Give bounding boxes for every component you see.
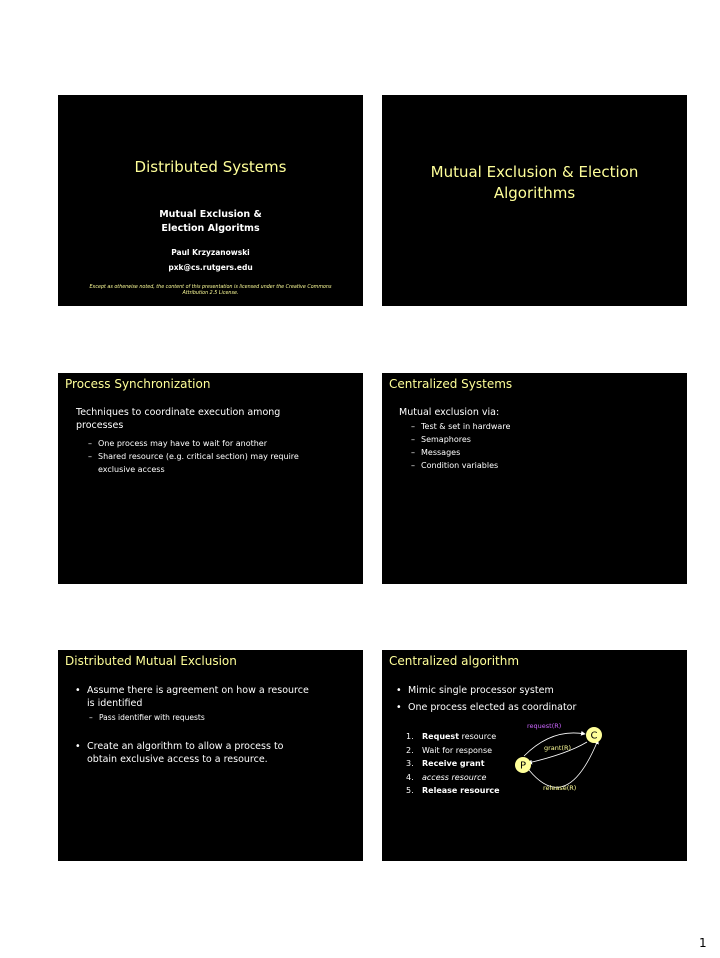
dash-list [88, 437, 299, 476]
list-item: • Mimic single processor system [396, 685, 554, 696]
coordinator-label: C [590, 730, 598, 742]
coordinator-diagram [507, 716, 607, 802]
step-item: 4. access resource [406, 772, 487, 782]
list-item: • One process elected as coordinator [396, 702, 577, 713]
subtitle-line-1: Mutual Exclusion & [159, 209, 262, 220]
license-note: Except as otherwise noted, the content of this presentation is licensed under the Creative Commons Attribution 2.5 License. [89, 285, 332, 296]
slide-heading: Process Synchronization [65, 377, 211, 391]
dash-list [411, 420, 510, 472]
bullet-list [396, 684, 676, 714]
list-item: • Assume there is agreement on how a resource is identified [75, 685, 309, 709]
step-item: 1. Request resource [406, 732, 497, 741]
author-email: pxk@cs.rutgers.edu [168, 263, 253, 272]
slide-distributed-mutual-exclusion [58, 650, 363, 861]
slide-title-subtitle [58, 208, 363, 236]
author-block [58, 245, 363, 275]
step-item: 5. Release resource [406, 786, 500, 795]
bullet-list [75, 684, 355, 710]
slide-heading: Centralized algorithm [389, 654, 520, 668]
page-number: 1 [699, 936, 707, 950]
lead-text: Mutual exclusion via: [399, 407, 500, 418]
request-label: request(R) [527, 722, 562, 730]
list-item-continuation: exclusive access [98, 465, 165, 474]
lead-line-2: processes [76, 420, 124, 431]
slide-heading: Distributed Mutual Exclusion [65, 654, 237, 668]
slide-section-title [382, 95, 687, 306]
list-item: – One process may have to wait for another [88, 439, 268, 448]
process-label: P [519, 760, 527, 772]
slide-process-synchronization [58, 373, 363, 584]
section-title-line-1: Mutual Exclusion & Election [430, 163, 639, 181]
slide-title [58, 95, 363, 306]
lead-line-1: Techniques to coordinate execution among [76, 407, 281, 418]
list-item: – Shared resource (e.g. critical section) may require [88, 452, 299, 461]
list-item: • Create an algorithm to allow a process to obtain exclusive access to a resource. [75, 741, 284, 765]
author-name: Paul Krzyzanowski [171, 248, 250, 257]
slide-centralized-systems [382, 373, 687, 584]
slide-heading: Centralized Systems [389, 377, 513, 391]
slide-centralized-algorithm [382, 650, 687, 861]
step-item: 2. Wait for response [406, 745, 493, 755]
list-item: – Semaphores [411, 435, 471, 444]
steps-list [406, 730, 500, 798]
section-title-line-2: Algorithms [493, 184, 576, 202]
sub-item: – Pass identifier with requests [89, 713, 205, 722]
section-title [402, 162, 667, 204]
list-item: – Test & set in hardware [411, 422, 511, 431]
bullet-list [75, 740, 355, 766]
slide-title-heading: Distributed Systems [134, 158, 287, 176]
step-item: 3. Receive grant [406, 759, 485, 768]
release-label: release(R) [543, 784, 577, 792]
list-item: – Condition variables [411, 461, 499, 470]
lead-text [76, 406, 280, 432]
subtitle-line-2: Election Algoritms [161, 223, 260, 234]
list-item: – Messages [411, 448, 461, 457]
grant-label: grant(R) [544, 744, 572, 752]
